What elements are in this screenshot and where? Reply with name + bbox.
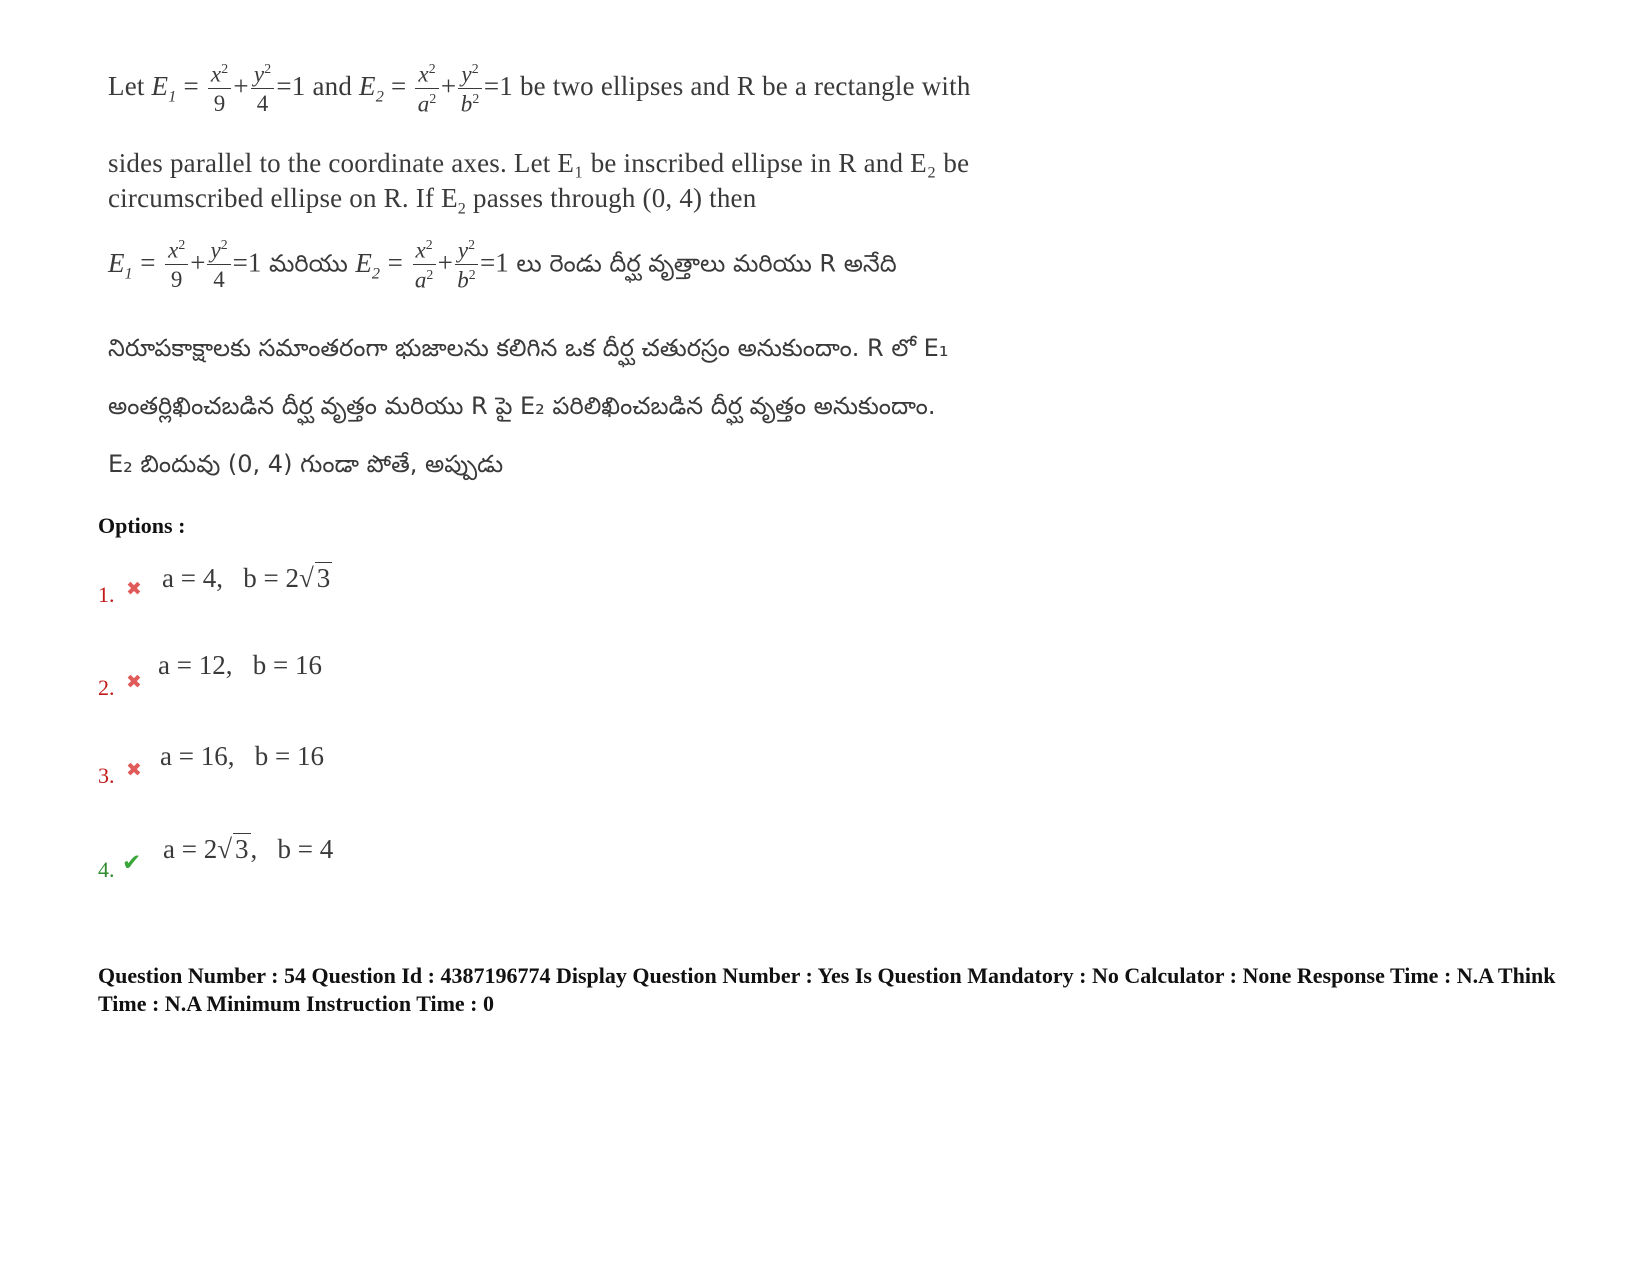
equals-sign: = <box>140 247 156 278</box>
equals-one: =1 <box>232 247 262 278</box>
plus-sign: + <box>233 70 249 101</box>
question-metadata: Question Number : 54 Question Id : 4387196774 Display Question Number : Yes Is Question Mandatory : No Calculator : None Response Time : N.A Think Time : N.A Minimum Instruction Time : 0 <box>98 963 1556 1016</box>
fraction-x2-a2-te: $\frac{x^2}{a^2}$ <box>413 238 436 291</box>
fraction-x2-9-te: $\frac{x^2}{9}$ <box>165 238 188 291</box>
option-text: a = 16, b = 16 <box>160 741 324 771</box>
fraction-y2-4-te: $\frac{y^2}{4}$ <box>207 238 230 291</box>
plus-sign: + <box>440 70 457 101</box>
correct-check-icon: ✔ <box>122 850 142 876</box>
e2-symbol-te: $E_2$ <box>355 247 380 283</box>
e2-symbol: $E_2$ <box>359 70 385 106</box>
option-number: 1. <box>98 582 115 607</box>
wrong-cross-icon: ✖ <box>126 759 142 781</box>
fraction-y2-b2: $\frac{y^2}{b^2}$ <box>458 62 482 115</box>
question-te-line-3: అంతర్లిఖించబడిన దీర్ఘ వృత్తం మరియు R పై E₂ పరిలిఖించబడిన దీర్ఘ వృత్తం అనుకుందాం. <box>108 392 936 420</box>
fraction-y2-b2-te: $\frac{y^2}{b^2}$ <box>455 238 478 291</box>
te-word-and: మరియు <box>268 249 348 278</box>
option-text: a = 2√ 3, b = 4 <box>163 834 334 864</box>
wrong-cross-icon: ✖ <box>126 671 142 693</box>
question-te-line-4: E₂ బిందువు (0, 4) గుండా పోతే, అప్పుడు <box>108 450 504 478</box>
line-1-tail: be two ellipses and R be a rectangle with <box>519 70 971 101</box>
te-line-1-tail: లు రెండు దీర్ఘ వృత్తాలు మరియు R అనేది <box>516 249 897 278</box>
equals-one: =1 <box>480 247 509 278</box>
equals-one: =1 <box>483 70 513 101</box>
question-line-1 <box>108 62 971 115</box>
option-number: 4. <box>98 857 115 882</box>
equals-one: =1 <box>276 70 306 101</box>
plus-sign: + <box>437 247 453 278</box>
fraction-y2-4: $\frac{y^2}{4}$ <box>251 62 275 115</box>
equals-sign: = <box>390 70 407 101</box>
word-and: and <box>312 70 353 101</box>
option-text: a = 12, b = 16 <box>158 650 322 680</box>
wrong-cross-icon: ✖ <box>126 578 142 600</box>
word-let: Let <box>108 70 145 101</box>
e1-symbol: $E_1$ <box>151 70 177 106</box>
question-line-3: circumscribed ellipse on R. If $E_2$ passes through (0, 4) then <box>108 183 757 218</box>
fraction-x2-a2: $\frac{x^2}{a^2}$ <box>415 62 439 115</box>
equals-sign: = <box>183 70 199 101</box>
option-text: a = 4, b = 2√ 3 <box>162 563 331 593</box>
option-number: 2. <box>98 675 115 700</box>
e1-symbol-te: $E_1$ <box>108 247 133 283</box>
plus-sign: + <box>190 247 206 278</box>
question-te-line-1 <box>108 238 897 291</box>
question-te-line-2: నిరూపకాక్షాలకు సమాంతరంగా భుజాలను కలిగిన ఒక దీర్ఘ చతురస్రం అనుకుందాం. R లో E₁ <box>108 334 949 362</box>
options-label: Options : <box>98 513 186 538</box>
equals-sign: = <box>387 247 403 278</box>
option-number: 3. <box>98 763 115 788</box>
fraction-x2-9: $\frac{x^2}{9}$ <box>208 62 232 115</box>
question-line-2: sides parallel to the coordinate axes. Let E₁ be inscribed ellipse in R and E₂ be <box>108 148 970 178</box>
